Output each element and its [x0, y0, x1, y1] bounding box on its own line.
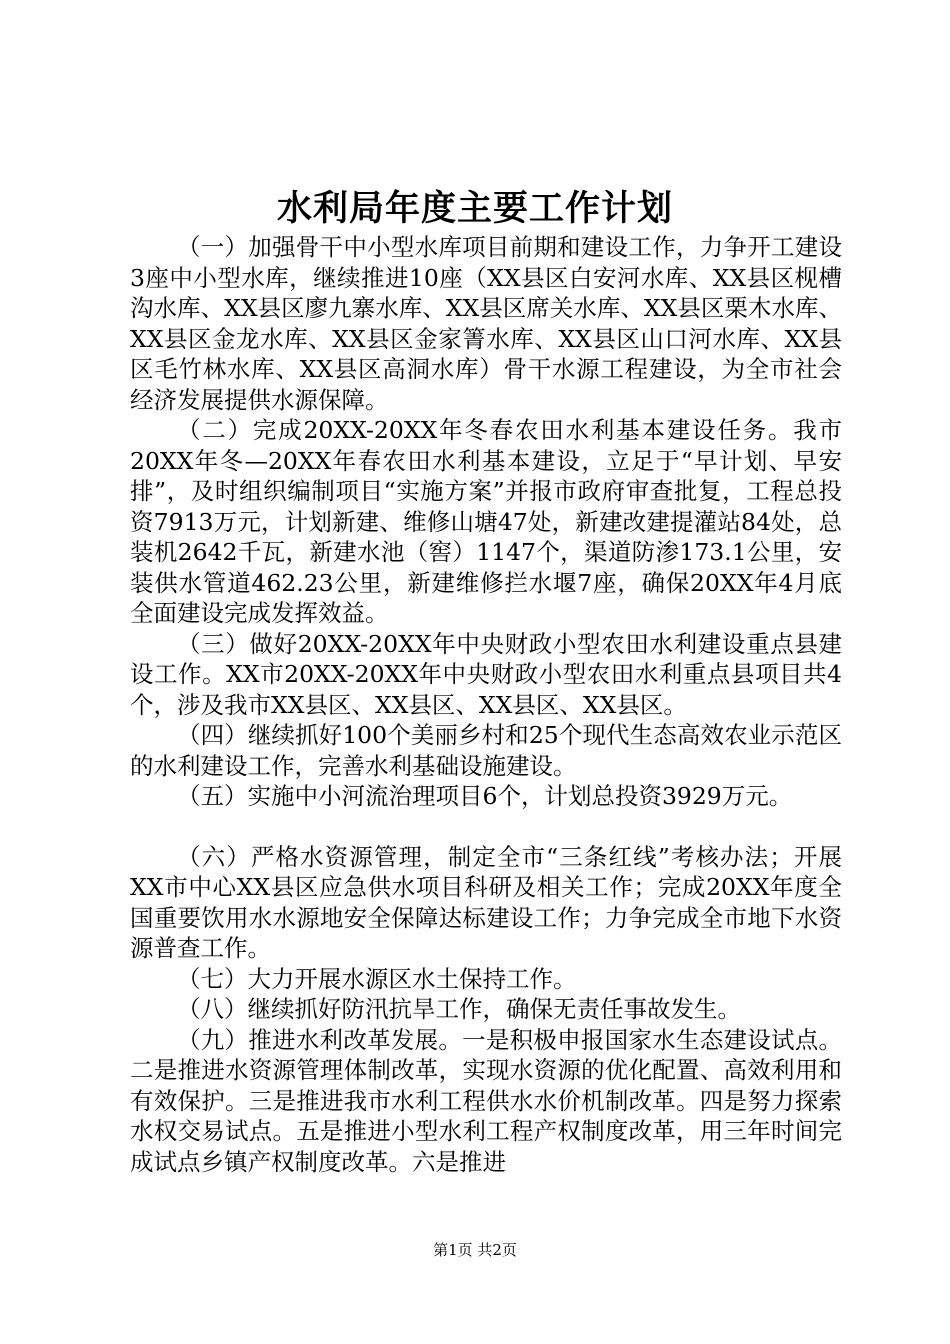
paragraph-9: （九）推进水利改革发展。一是积极申报国家水生态建设试点。二是推进水资源管理体制改革，实现水资源的优化配置、高效利用和有效保护。三是推进我市水利工程供水水价机制改革。四是努力探索水权交易试点。五是推进小型水利工程产权制度改革，用三年时间完成试点乡镇产权制度改革。六是推进 — [130, 1025, 842, 1176]
document-body — [130, 232, 842, 1177]
paragraph-2: （二）完成20XX-20XX年冬春农田水利基本建设任务。我市20XX年冬—20XX年春农田水利基本建设，立足于“早计划、早安排”，及时组织编制项目“实施方案”并报市政府审查批复，工程总投资7913万元，计划新建、维修山塘47处，新建改建提灌站84处，总装机2642千瓦，新建水池（窖）1147个，渠道防渗173.1公里，安装供水管道462.23公里，新建维修拦水堰7座，确保20XX年4月底全面建设完成发挥效益。 — [130, 416, 842, 627]
paragraph-8: （八）继续抓好防汛抗旱工作，确保无责任事故发生。 — [177, 995, 741, 1023]
paragraph-5: （五）实施中小河流治理项目6个，计划总投资3929万元。 — [177, 782, 793, 810]
document-title: 水利局年度主要工作计划 — [276, 188, 673, 229]
paragraph-4: （四）继续抓好100个美丽乡村和25个现代生态高效农业示范区的水利建设工作，完善水利基础设施建设。 — [130, 721, 842, 780]
paragraph-1: （一）加强骨干中小型水库项目前期和建设工作，力争开工建设3座中小型水库，继续推进10座（XX县区白安河水库、XX县区枧槽沟水库、XX县区廖九寨水库、XX县区席关水库、XX县区栗木水库、XX县区金龙水库、XX县区金家箐水库、XX县区山口河水库、XX县区毛竹林水库、XX县区高洞水库）骨干水源工程建设，为全市社会经济发展提供水源保障。 — [130, 233, 842, 414]
paragraph-7: （七）大力开展水源区水土保持工作。 — [177, 964, 577, 993]
paragraph-6: （六）严格水资源管理，制定全市“三条红线”考核办法；开展XX市中心XX县区应急供水项目科研及相关工作；完成20XX年度全国重要饮用水水源地安全保障达标建设工作；力争完成全市地下水资源普查工作。 — [130, 842, 842, 962]
paragraph-3: （三）做好20XX-20XX年中央财政小型农田水利建设重点县建设工作。XX市20XX-20XX年中央财政小型农田水利重点县项目共4个，涉及我市XX县区、XX县区、XX县区、XX县区。 — [130, 629, 842, 719]
page-footer: 第1页 共2页 — [433, 1241, 517, 1259]
